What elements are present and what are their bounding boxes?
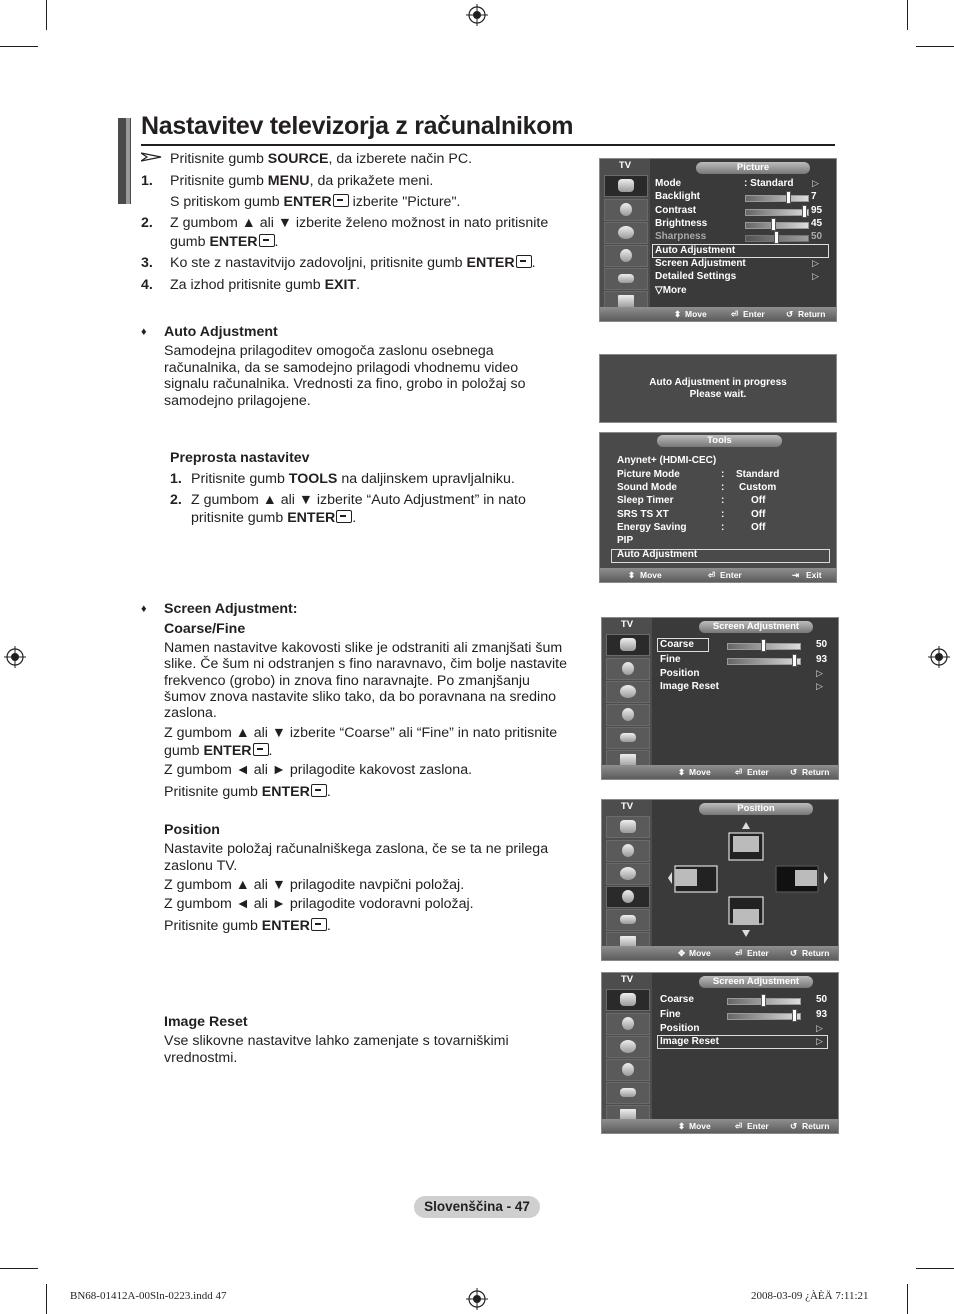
tools-srs-value: Off	[751, 509, 766, 520]
paragraph-line: Vse slikovne nastavitve lahko zamenjate s tovarniškimi	[164, 1033, 509, 1049]
arrow-right-icon: ▷	[816, 668, 823, 678]
osd-contrast-value: 95	[811, 205, 823, 216]
osd-header: Picture	[696, 162, 810, 174]
move-all-icon: ✥	[678, 948, 686, 958]
osd-tv-label: TV	[618, 160, 632, 171]
easy-step-1: Pritisnite gumb TOOLS na daljinskem upravljalniku.	[191, 471, 515, 487]
osd-foot-exit: Exit	[806, 570, 822, 580]
osd-position-label[interactable]: Position	[660, 1023, 700, 1034]
osd-foot-enter: Enter	[747, 948, 769, 958]
osd-foot-enter: Enter	[743, 309, 765, 319]
sound-icon[interactable]	[606, 1013, 650, 1035]
osd-backlight-bar[interactable]	[745, 195, 809, 202]
enter-icon	[516, 255, 532, 268]
step-number: 2.	[141, 215, 153, 231]
channel-icon[interactable]	[606, 681, 650, 703]
enter-icon: ⏎	[735, 948, 743, 958]
enter-icon	[311, 784, 327, 797]
subheading: Image Reset	[164, 1014, 248, 1030]
paragraph-line: šumov znova nastavite sliko tako, da bo poravnana na sredino	[164, 689, 556, 705]
position-preview-right-screen	[795, 870, 817, 886]
bullet: ♦	[141, 326, 147, 338]
bullet: ♦	[141, 603, 147, 615]
section-heading: Auto Adjustment	[164, 324, 278, 340]
tools-sleep-timer[interactable]: Sleep Timer	[617, 495, 674, 506]
paragraph-line: gumb ENTER .	[164, 743, 273, 759]
tools-sep: :	[721, 482, 725, 493]
picture-icon[interactable]	[606, 989, 650, 1011]
osd-detailed-settings[interactable]: Detailed Settings	[655, 271, 737, 282]
osd-tv-label: TV	[620, 801, 634, 812]
osd-backlight-knob[interactable]	[786, 191, 791, 204]
arrow-right-icon	[824, 872, 828, 884]
osd-tv-label: TV	[620, 619, 634, 630]
step-number: 1.	[170, 471, 182, 487]
osd-sharpness-value: 50	[811, 231, 823, 242]
picture-icon[interactable]	[604, 175, 648, 197]
osd-fine-label[interactable]: Fine	[660, 1009, 681, 1020]
osd-fine-bar[interactable]	[727, 1013, 801, 1020]
tools-auto-adjustment[interactable]: Auto Adjustment	[617, 549, 698, 560]
input-icon[interactable]	[604, 268, 648, 290]
title-underline	[141, 144, 835, 146]
crop-mark	[916, 1268, 954, 1269]
registration-mark-icon	[466, 1288, 488, 1310]
osd-contrast-knob[interactable]	[802, 205, 807, 218]
osd-foot-enter: Enter	[747, 767, 769, 777]
osd-fine-bar[interactable]	[727, 658, 801, 665]
osd-header: Screen Adjustment	[699, 976, 813, 988]
osd-header: Tools	[657, 435, 782, 447]
osd-tools-menu	[599, 432, 837, 583]
osd-foot-return: Return	[802, 1121, 830, 1131]
step-1b: S pritiskom gumb ENTER izberite "Picture".	[170, 194, 461, 210]
crop-mark	[916, 46, 954, 47]
enter-icon	[259, 234, 275, 247]
tools-energy-saving-value: Off	[751, 522, 766, 533]
paragraph-line: zaslonu TV.	[164, 858, 238, 874]
crop-mark	[907, 0, 908, 30]
paragraph-line: Pritisnite gumb ENTER .	[164, 784, 331, 800]
osd-contrast-bar[interactable]	[745, 209, 809, 216]
osd-brightness-value: 45	[811, 218, 823, 229]
arrow-right-icon: ▷	[812, 271, 819, 281]
tools-sound-mode-value: Custom	[739, 482, 777, 493]
osd-sharpness-label[interactable]: Sharpness	[655, 231, 707, 242]
subheading: Position	[164, 822, 220, 838]
paragraph-line: signalu računalnika. Vrednosti za fino, grobo in položaj so	[164, 376, 526, 392]
input-icon[interactable]	[606, 909, 650, 931]
enter-icon: ⏎	[708, 570, 716, 580]
step-2: Z gumbom ▲ ali ▼ izberite želeno možnost in nato pritisnite	[170, 215, 549, 231]
enter-icon	[333, 194, 349, 207]
osd-footer	[600, 568, 836, 582]
title-accent-bar	[126, 118, 130, 204]
enter-icon	[311, 918, 327, 931]
registration-mark-icon	[466, 4, 488, 26]
paragraph-line: frekvenco (grobo) in znova fino naravnajte. Po zmanjšanju	[164, 673, 530, 689]
subheading: Preprosta nastavitev	[170, 450, 310, 466]
paragraph-line: Z gumbom ◄ ali ► prilagodite kakovost zaslona.	[164, 762, 473, 778]
enter-icon: ⏎	[731, 309, 739, 319]
osd-fine-value: 93	[816, 654, 828, 665]
tools-anynet[interactable]: Anynet+ (HDMI-CEC)	[617, 455, 717, 466]
osd-foot-move: Move	[689, 1121, 711, 1131]
note-arrow-icon	[141, 151, 163, 163]
osd-coarse-value: 50	[816, 994, 828, 1005]
intro-note: Pritisnite gumb SOURCE, da izberete način PC.	[170, 151, 473, 167]
return-icon: ↺	[790, 767, 798, 777]
step-2b: gumb ENTER .	[170, 234, 279, 250]
tools-sep: :	[721, 522, 725, 533]
osd-picture-menu	[599, 158, 837, 322]
osd-more[interactable]: ▽More	[655, 285, 687, 296]
move-icon: ⬍	[678, 767, 686, 777]
arrow-right-icon: ▷	[816, 1036, 823, 1046]
osd-footer	[602, 946, 838, 960]
position-preview-left-screen	[675, 869, 697, 886]
osd-brightness-bar[interactable]	[745, 222, 809, 229]
sound-icon[interactable]	[606, 840, 650, 862]
paragraph-line: računalnika, da se samodejno prilagodi vhodnemu video	[164, 360, 519, 376]
progress-message: Auto Adjustment in progress	[649, 377, 787, 388]
channel-icon[interactable]	[606, 863, 650, 885]
return-icon: ↺	[786, 309, 794, 319]
tools-pip[interactable]: PIP	[617, 535, 634, 546]
osd-brightness-label[interactable]: Brightness	[655, 218, 708, 229]
print-timestamp: 2008-03-09 ¿ÀÈÄ 7:11:21	[751, 1290, 869, 1302]
osd-position-screen	[601, 799, 839, 961]
osd-footer	[600, 307, 836, 321]
section-heading: Screen Adjustment:	[164, 601, 298, 617]
osd-foot-move: Move	[685, 309, 707, 319]
print-file-info: BN68-01412A-00Sln-0223.indd 47	[70, 1290, 227, 1302]
enter-icon: ⏎	[735, 767, 743, 777]
osd-progress-dialog	[599, 354, 837, 423]
osd-position-label[interactable]: Position	[660, 668, 700, 679]
step-4: Za izhod pritisnite gumb EXIT.	[170, 277, 361, 293]
crop-mark	[0, 46, 38, 47]
arrow-left-icon	[668, 872, 672, 884]
paragraph-line: Namen nastavitve kakovosti slike je odstraniti ali zmanjšati šum	[164, 640, 563, 656]
picture-icon[interactable]	[606, 634, 650, 656]
tools-sound-mode[interactable]: Sound Mode	[617, 482, 677, 493]
position-diagram[interactable]	[662, 816, 834, 944]
paragraph-line: samodejno prilagojene.	[164, 393, 311, 409]
paragraph-line: Z gumbom ▲ ali ▼ prilagodite navpični položaj.	[164, 877, 465, 893]
osd-auto-adjustment[interactable]: Auto Adjustment	[655, 245, 736, 256]
osd-header: Screen Adjustment	[699, 621, 813, 633]
crop-mark	[46, 1284, 47, 1314]
arrow-down-icon	[742, 930, 750, 937]
osd-footer	[602, 1119, 838, 1133]
osd-foot-move: Move	[689, 948, 711, 958]
osd-foot-enter: Enter	[720, 570, 742, 580]
position-preview-bottom-screen	[733, 909, 759, 925]
osd-coarse-knob[interactable]	[761, 639, 766, 652]
osd-screen-adjustment-coarse	[601, 617, 839, 780]
subheading: Coarse/Fine	[164, 621, 246, 637]
step-number: 4.	[141, 277, 153, 293]
progress-wait: Please wait.	[689, 389, 747, 400]
step-number: 2.	[170, 492, 182, 508]
osd-fine-knob[interactable]	[792, 1009, 797, 1022]
paragraph-line: Z gumbom ▲ ali ▼ izberite “Coarse” ali “Fine” in nato pritisnite	[164, 725, 558, 741]
picture-icon[interactable]	[606, 816, 650, 838]
paragraph-line: zaslona.	[164, 705, 217, 721]
sound-icon[interactable]	[604, 199, 648, 221]
arrow-right-icon: ▷	[816, 1023, 823, 1033]
paragraph-line: Pritisnite gumb ENTER .	[164, 918, 331, 934]
osd-contrast-label[interactable]: Contrast	[655, 205, 697, 216]
osd-fine-value: 93	[816, 1009, 828, 1020]
osd-foot-return: Return	[802, 767, 830, 777]
input-icon[interactable]	[606, 727, 650, 749]
osd-foot-return: Return	[798, 309, 826, 319]
step-number: 3.	[141, 255, 153, 271]
crop-mark	[907, 1284, 908, 1314]
easy-step-2b: pritisnite gumb ENTER .	[191, 510, 357, 526]
osd-fine-label[interactable]: Fine	[660, 654, 681, 665]
paragraph-line: slike. Če šum ni odstranjen s fino naravnavo, čim bolje nastavite	[164, 656, 567, 672]
osd-coarse-value: 50	[816, 639, 828, 650]
enter-icon	[336, 510, 352, 523]
tools-srs[interactable]: SRS TS XT	[617, 509, 669, 520]
osd-foot-enter: Enter	[747, 1121, 769, 1131]
sound-icon[interactable]	[606, 658, 650, 680]
move-icon: ⬍	[678, 1121, 686, 1131]
arrow-right-icon: ▷	[812, 258, 819, 268]
enter-icon	[253, 743, 269, 756]
osd-image-reset-label[interactable]: Image Reset	[660, 681, 719, 692]
arrow-up-icon	[742, 822, 750, 829]
step-1: Pritisnite gumb MENU, da prikažete meni.	[170, 173, 434, 189]
page-title: Nastavitev televizorja z računalnikom	[141, 112, 574, 140]
setup-icon[interactable]	[606, 1059, 650, 1081]
paragraph-line: Samodejna prilagoditev omogoča zaslonu osebnega	[164, 343, 494, 359]
crop-mark	[0, 1268, 38, 1269]
arrow-right-icon: ▷	[812, 178, 819, 188]
position-preview-top-screen	[733, 836, 759, 852]
tools-sleep-timer-value: Off	[751, 495, 766, 506]
osd-backlight-label[interactable]: Backlight	[655, 191, 701, 202]
osd-foot-return: Return	[802, 948, 830, 958]
setup-icon[interactable]	[606, 886, 650, 908]
osd-backlight-value: 7	[811, 191, 817, 202]
paragraph-line: vrednostmi.	[164, 1050, 238, 1066]
step-3: Ko ste z nastavitvijo zadovoljni, pritisnite gumb ENTER .	[170, 255, 536, 271]
osd-image-reset-label[interactable]: Image Reset	[660, 1036, 719, 1047]
tools-sep: :	[721, 495, 725, 506]
paragraph-line: Nastavite položaj računalniškega zaslona, če se ta ne prilega	[164, 841, 549, 857]
tools-picture-mode[interactable]: Picture Mode	[617, 469, 680, 480]
registration-mark-icon	[4, 646, 26, 668]
easy-step-2: Z gumbom ▲ ali ▼ izberite “Auto Adjustment” in nato	[191, 492, 526, 508]
osd-coarse-label[interactable]: Coarse	[660, 639, 694, 650]
page-number-badge: Slovenščina - 47	[414, 1196, 540, 1218]
osd-foot-move: Move	[640, 570, 662, 580]
registration-mark-icon	[928, 646, 950, 668]
osd-fine-knob[interactable]	[792, 654, 797, 667]
input-icon[interactable]	[606, 1082, 650, 1104]
return-icon: ↺	[790, 948, 798, 958]
osd-coarse-knob[interactable]	[761, 994, 766, 1007]
osd-sharpness-knob[interactable]	[774, 231, 779, 244]
channel-icon[interactable]	[606, 1036, 650, 1058]
osd-foot-move: Move	[689, 767, 711, 777]
tools-energy-saving[interactable]: Energy Saving	[617, 522, 687, 533]
exit-icon: ⇥	[792, 570, 800, 580]
crop-mark	[46, 0, 47, 30]
setup-icon[interactable]	[606, 704, 650, 726]
osd-screen-adjustment-reset	[601, 972, 839, 1134]
osd-mode-value: : Standard	[744, 178, 794, 189]
setup-icon[interactable]	[604, 245, 648, 267]
arrow-right-icon: ▷	[816, 681, 823, 691]
enter-icon: ⏎	[735, 1121, 743, 1131]
osd-footer	[602, 765, 838, 779]
paragraph-line: Z gumbom ◄ ali ► prilagodite vodoravni položaj.	[164, 896, 474, 912]
return-icon: ↺	[790, 1121, 798, 1131]
tools-sep: :	[721, 469, 725, 480]
osd-screen-adjustment[interactable]: Screen Adjustment	[655, 258, 746, 269]
tools-picture-mode-value: Standard	[736, 469, 780, 480]
tools-sep: :	[721, 509, 725, 520]
osd-mode-label[interactable]: Mode	[655, 178, 682, 189]
osd-header: Position	[699, 803, 813, 815]
step-number: 1.	[141, 173, 153, 189]
osd-coarse-label[interactable]: Coarse	[660, 994, 694, 1005]
osd-tv-label: TV	[620, 974, 634, 985]
move-icon: ⬍	[628, 570, 636, 580]
move-icon: ⬍	[674, 309, 682, 319]
channel-icon[interactable]	[604, 222, 648, 244]
osd-brightness-knob[interactable]	[771, 218, 776, 231]
